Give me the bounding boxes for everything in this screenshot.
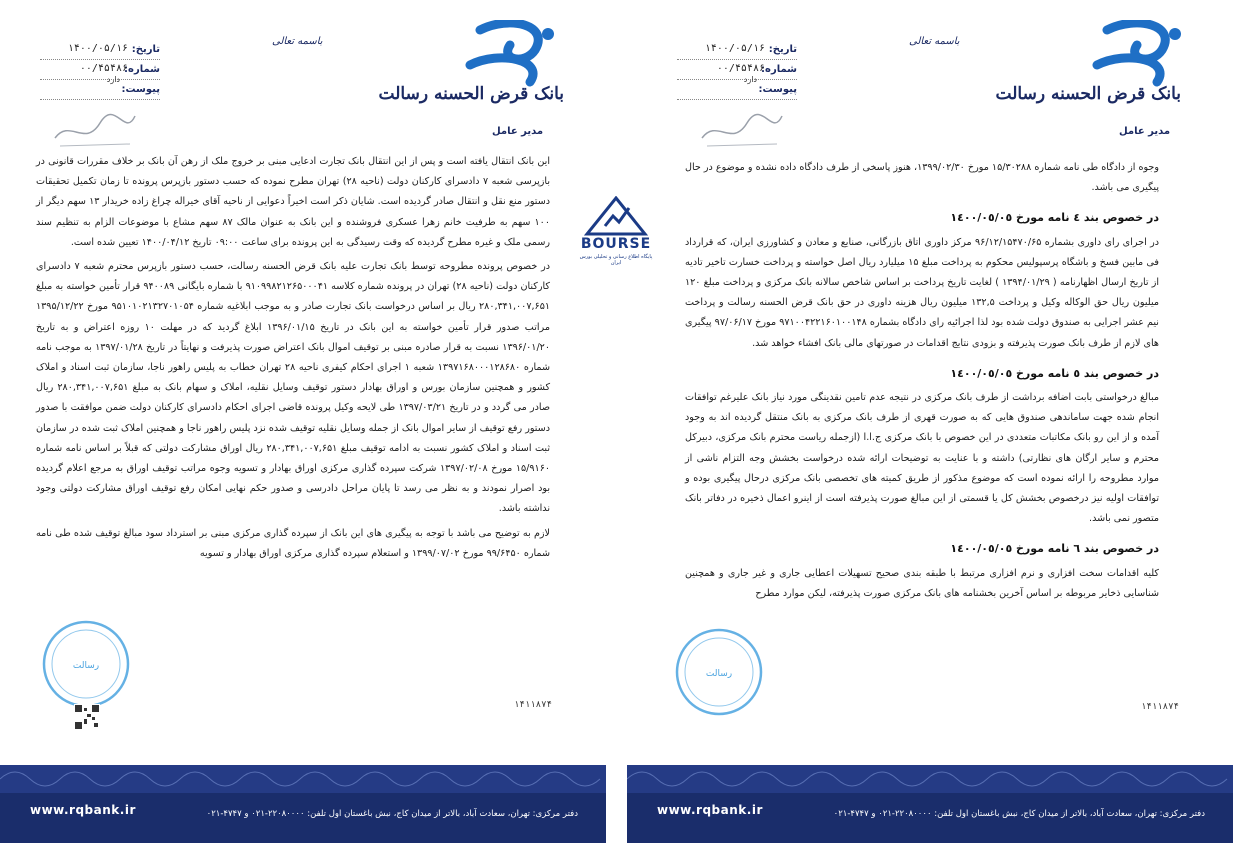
number-value: ۰۰/۴۵۴۸۶ bbox=[716, 63, 765, 74]
letter-body bbox=[36, 152, 550, 568]
watermark-subtitle: پایگاه اطلاع رسانی و تحلیلی بورس ایران bbox=[579, 254, 653, 266]
besm-text: باسمه تعالی bbox=[909, 36, 960, 47]
bank-stamp-icon bbox=[40, 618, 132, 710]
website-link[interactable]: www.rqbank.ir bbox=[30, 803, 136, 817]
bank-name: بانک قرض الحسنه رسالت bbox=[995, 84, 1181, 104]
letter-meta bbox=[40, 44, 160, 104]
paragraph: در خصوص پرونده مطروحه توسط بانک تجارت علیه بانک قرض الحسنه رسالت، حسب دستور بازپرس محترم شعبه ۷ دادسرای کارکنان دولت (ناحیه ۲۸) تهران در پرونده شماره کلاسه ۹۱۰۹۹۸۲۱۲۶۵۰۰۰۴۱ با شماره بایگانی ۹۴۰۰۸۹ قرار تأمین خواسته به مبلغ ۲۸۰,۳۴۱,۰۰۷,۶۵۱ ریال بر اساس درخواست بانک تجارت صادر و به موجب ابلاغیه شماره ۹۵۱۰۱۰۲۱۳۲۷۰۱۰۵۴ مورخ ۱۳۹۵/۱۲/۲۲ مراتب صدور قرار تأمین خواسته به این بانک در تاریخ ۱۳۹۶/۰۱/۱۵ ابلاغ گردید که در مهلت ۱۰ روزه اعتراض و به تاریخ ۱۳۹۶/۰۱/۲۰ نسبت به قرار صادره مبنی بر توقیف اموال بانک اعتراض صورت پذیرفت و نهایتاً در تاریخ ۱۳۹۷/۰۱/۲۸ به موجب نامه شماره ۱۳۹۷۱۶۸۰۰۰۱۲۸۶۸۰ شعبه ۱ اجرای احکام کیفری ناحیه ۲۸ تهران خطاب به پلیس راهور ناجا، سازمان ثبت اسناد و املاک کشور و همچنین سازمان بورس و اوراق بهادار دستور توقیف وسایل نقلیه، املاک و سهام بانک به مبلغ ۲۸۰,۳۴۱,۰۰۷,۶۵۱ ریال صادر می گردد و در تاریخ ۱۳۹۷/۰۳/۲۱ طی لایحه وکیل پرونده قاضی اجرای احکام دادسرای کارکنان دولت ضمن موافقت با صدور دستور رفع توقیف از سایر اموال بانک از جمله وسایل نقلیه توقیف شده نزد پلیس راهور ناجا و همچنین املاک ثبت شده در سازمان ثبت اسناد و املاک کشور نسبت به ادامه توقیف مبلغ ۲۸۰,۳۴۱,۰۰۷,۶۵۱ ریال اوراق مشارکت دولتی که قبلاً بر اساس نامه شماره ۱۵/۹۱۶۰ مورخ ۱۳۹۷/۰۲/۰۸ شرکت سپرده گذاری مرکزی اوراق بهادار و تسویه وجوه مراتب توقیف اوراق به مرجع اعلام گردیده بود اصرار نمودند و به نظر می رسد تا پایان مراحل دادرسی و صدور حکم نهایی امکان رفع توقیف اوراق مشارکت دولتی وجود نداشته باشد. bbox=[36, 261, 551, 515]
bourse-watermark bbox=[575, 196, 657, 268]
page-gap bbox=[606, 0, 627, 843]
number-row bbox=[677, 63, 797, 84]
bourse-logo-icon bbox=[575, 196, 657, 236]
date-value: ۱۴۰۰/۰۵/۱۶ bbox=[704, 43, 765, 54]
svg-text:رسالت: رسالت bbox=[705, 669, 733, 679]
signature-icon bbox=[50, 108, 140, 152]
date-label: تاریخ: bbox=[131, 44, 160, 55]
watermark-text: BOURSE bbox=[580, 236, 652, 252]
website-link[interactable]: www.rqbank.ir bbox=[657, 803, 763, 817]
letter-footer bbox=[0, 765, 606, 843]
number-suffix: دارد bbox=[743, 75, 757, 84]
bank-name: بانک قرض الحسنه رسالت bbox=[378, 84, 564, 104]
section-heading: در خصوص بند ٥ نامه مورخ ١٤٠٠/٠٥/٠٥ bbox=[950, 366, 1159, 380]
svg-text:رسالت: رسالت bbox=[72, 661, 100, 671]
date-value: ۱۴۰۰/۰۵/۱۶ bbox=[67, 43, 128, 54]
letter-page-2 bbox=[0, 0, 606, 843]
date-row bbox=[40, 44, 160, 60]
letter-page-1 bbox=[627, 0, 1233, 843]
letter-footer bbox=[627, 765, 1233, 843]
attachment-label: پیوست: bbox=[121, 84, 160, 95]
bank-stamp-icon bbox=[673, 626, 765, 718]
section-heading: در خصوص بند ٤ نامه مورخ ١٤٠٠/٠٥/٠٥ bbox=[950, 211, 1159, 225]
paragraph: در اجرای رای داوری بشماره ۹۶/۱۲/۱۵۴۷۰/۶۵ مرکز داوری اتاق بازرگانی، صنایع و معادن و کشاورزی ایران، که قرارداد فی مابین فسخ و باشگاه پرسپولیس محکوم به پرداخت مبلغ ۱۵ میلیارد ریال اصل خواسته و پرداخت خسارت تاخیر تادیه از تاریخ ارسال اظهارنامه ( ۱۳۹۴/۰۱/۲۹ ) لغایت تاریخ پرداخت بر اساس شاخص سالانه بانک مرکزی و پرداخت مبلغ ۱۲۰ میلیون ریال حق الوکاله وکیل و پرداخت ۱۳۲,۵ میلیون ریال هزینه داوری در حق بانک قرض الحسنه رسالت و پرداخت نیم عشر اجرایی به صندوق دولت شده بود لذا اجرائیه رای دادگاه بشماره ۹۷۱۰۰۴۲۲۱۶۰۱۰۰۱۴۸ مورخ ۹۷/۰۶/۱۷ پیگیری های لازم از طرف بانک صورت پذیرفته و بزودی نتایج اقدامات در صورتهای مالی بانک افشاء خواهد شد. bbox=[685, 236, 1160, 349]
footer-address: دفتر مرکزی: تهران، سعادت آباد، بالاتر از میدان کاج، نبش باغستان اول تلفن: ۲۲۰۸۰۰۰۰-۰۲۱ و ۴۷۴۷-۰۲۱ bbox=[206, 809, 578, 819]
signatory-role: مدیر عامل bbox=[1119, 126, 1171, 137]
paragraph: مبالغ درخواستی بابت اضافه برداشت از طرف بانک مرکزی در نتیجه عدم تامین نقدینگی مورد نیاز بانک علیرغم توافقات انجام شده جهت ساماندهی صندوق هایی که به صورت قهری از طرف بانک مرکزی به بانک منتقل گردیده اند به وجود آمده و از این رو بانک مکاتبات متعددی در این خصوص با بانک مرکزی ج.ا.ا (ازجمله ریاست محترم بانک مرکزی، دبیرکل محترم و سایر ارگان های نظارتی) داشته و با عنایت به توضیحات ارائه شده درخواست بخشش وجه التزام ناشی از موارد مطروحه را ارائه نموده است که موضوع مذکور از طریق کمیته های تخصصی بانک مرکزی درحال پیگیری بوده و توافقات اولیه نیز درخصوص بخشش کل یا قسمتی از این مبالغ صورت پذیرفته است از اینرو اعمال ذخیره در دفاتر بانک متصور نمی باشد. bbox=[685, 392, 1159, 525]
besm-text: باسمه تعالی bbox=[272, 36, 323, 47]
number-value: ۰۰/۴۵۴۸۶ bbox=[79, 63, 128, 74]
paragraph: کلیه اقدامات سخت افزاری و نرم افزاری مرتبط با طبقه بندی صحیح تسهیلات اعطایی جاری و غیر جاری و همچنین شناسایی ذخایر مربوطه بر اساس آخرین بخشنامه های بانک مرکزی صورت پذیرفته، لیکن موارد مطرح bbox=[685, 567, 1159, 599]
paragraph: لازم به توضیح می باشد با توجه به پیگیری های این بانک از سپرده گذاری مرکزی مبنی بر استرداد سود مبالغ توقیف شده طی نامه شماره ۹۹/۶۴۵۰ مورخ ۱۳۹۹/۰۷/۰۲ و استعلام سپرده گذاری مرکزی اوراق بهادار و تسویه bbox=[36, 527, 550, 559]
number-suffix: دارد bbox=[106, 75, 120, 84]
letter-body bbox=[685, 158, 1159, 608]
reference-number: ۱۴۱۱۸۷۴ bbox=[514, 700, 552, 710]
number-row bbox=[40, 63, 160, 84]
date-label: تاریخ: bbox=[768, 44, 797, 55]
paragraph: وجوه از دادگاه طی نامه شماره ۱۵/۳۰۲۸۸ مورخ ۱۳۹۹/۰۲/۳۰، هنوز پاسخی از طرف دادگاه داده نشده و موضوع در حال پیگیری می باشد. bbox=[685, 162, 1159, 194]
reference-number: ۱۴۱۱۸۷۴ bbox=[1141, 702, 1179, 712]
attachment-row bbox=[677, 84, 797, 100]
footer-address: دفتر مرکزی: تهران، سعادت آباد، بالاتر از میدان کاج، نبش باغستان اول تلفن: ۲۲۰۸۰۰۰۰-۰۲۱ و ۴۷۴۷-۰۲۱ bbox=[833, 809, 1205, 819]
qr-code-icon bbox=[74, 704, 100, 730]
number-label: شماره: bbox=[761, 64, 797, 75]
date-row bbox=[677, 44, 797, 60]
section-heading: در خصوص بند ٦ نامه مورخ ١٤٠٠/٠٥/٠٥ bbox=[950, 542, 1159, 556]
number-label: شماره: bbox=[124, 64, 160, 75]
signatory-role: مدیر عامل bbox=[492, 126, 544, 137]
footer-pattern-icon bbox=[0, 765, 606, 793]
attachment-row bbox=[40, 84, 160, 100]
signature-icon bbox=[697, 108, 787, 152]
letter-meta bbox=[677, 44, 797, 104]
paragraph: این بانک انتقال یافته است و پس از این انتقال بانک تجارت ادعایی مبنی بر خروج ملک از رهن آن بانک بر خلاف مقررات قانونی در بازپرسی شعبه ۷ دادسرای کارکنان دولت (ناحیه ۲۸) تهران مطرح نموده که حسب دستور بازپرس پرونده تا زمان تکمیل تحقیقات دستور منع نقل و انتقال صادر گردیده است. شایان ذکر است اخیراً دعوایی از ناحیه آقای خیراله چراغ زاده خریدار ۱۳ سهم دیگر از ۱۰۰ سهم به طرفیت خانم زهرا عسکری فروشنده و این بانک به عنوان مالک ۸۷ سهم مشاع با موضوعات الزام به تنظیم سند رسمی ملک و غیره مطرح گردیده که وقت رسیدگی به این پرونده برای ساعت ۰۹:۰۰ تاریخ ۱۴۰۰/۰۴/۱۲ تعیین شده است. bbox=[36, 156, 551, 248]
footer-pattern-icon bbox=[627, 765, 1233, 793]
attachment-label: پیوست: bbox=[758, 84, 797, 95]
